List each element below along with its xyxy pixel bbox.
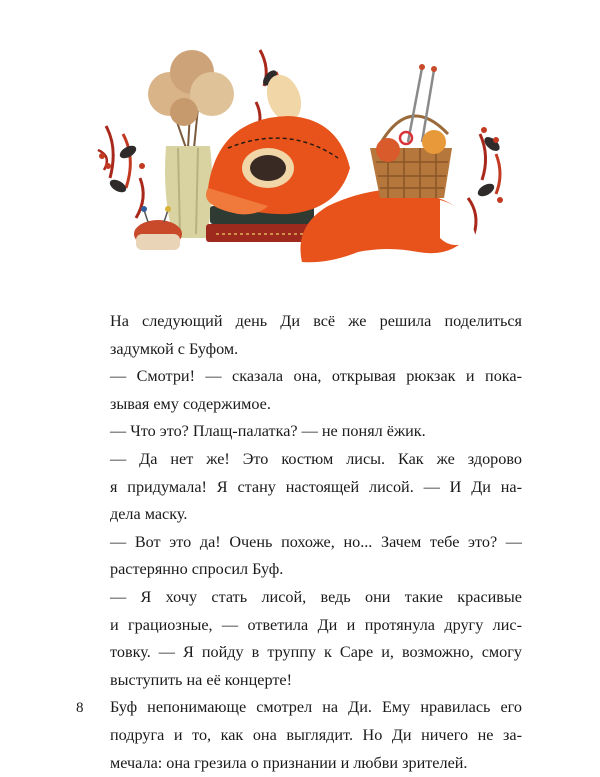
- paragraph: [110, 418, 522, 446]
- paragraph: [110, 722, 522, 750]
- text-line: — Я хочу стать лисой, ведь они такие красивые: [110, 588, 522, 606]
- paragraph: [110, 308, 522, 336]
- text-line: выступить на её концерте!: [110, 671, 292, 689]
- paragraph: [110, 529, 522, 557]
- right-leaves-decoration: [468, 127, 503, 234]
- paragraph: [110, 363, 522, 391]
- paragraph: [110, 667, 522, 695]
- paragraph: [110, 612, 522, 640]
- text-line: — Смотри! — сказала она, открывая рюкзак и пока-: [110, 367, 522, 385]
- paragraph: [110, 501, 522, 529]
- text-line: зывая ему содержимое.: [110, 395, 271, 413]
- text-line: мечала: она грезила о признании и любви зрителей.: [110, 754, 467, 772]
- paragraph: [110, 556, 522, 584]
- page-number: 8: [76, 700, 84, 717]
- knitting-basket: [370, 64, 452, 198]
- paragraph: [110, 750, 522, 777]
- paragraph: [110, 584, 522, 612]
- text-line: Буф непонимающе смотрел на Ди. Ему нравилась его: [110, 698, 522, 716]
- text-line: На следующий день Ди всё же решила поделиться: [110, 312, 522, 330]
- story-text: [110, 308, 522, 777]
- paragraph: [110, 639, 522, 667]
- text-line: — Вот это да! Очень похоже, но... Зачем тебе это? —: [110, 533, 522, 551]
- text-line: растерянно спросил Буф.: [110, 560, 283, 578]
- paragraph: [110, 446, 522, 474]
- left-leaves-decoration: [98, 126, 145, 218]
- paragraph: [110, 694, 522, 722]
- paragraph: [110, 391, 522, 419]
- text-line: дела маску.: [110, 505, 187, 523]
- text-line: подруга и то, как она выглядит. Но Ди ничего не за-: [110, 726, 522, 744]
- text-line: товку. — Я пойду в труппу к Саре и, возможно, смогу: [110, 643, 522, 661]
- text-line: — Да нет же! Это костюм лисы. Как же здорово: [110, 450, 522, 468]
- paragraph: [110, 336, 522, 364]
- paragraph: [110, 474, 522, 502]
- text-line: задумкой с Буфом.: [110, 340, 238, 358]
- illustration: [88, 38, 508, 270]
- text-line: — Что это? Плащ-палатка? — не понял ёжик.: [110, 422, 426, 440]
- text-line: и грациозные, — ответила Ди и протянула другу лис-: [110, 616, 522, 634]
- text-line: я придумала! Я стану настоящей лисой. — И Ди на-: [110, 478, 522, 496]
